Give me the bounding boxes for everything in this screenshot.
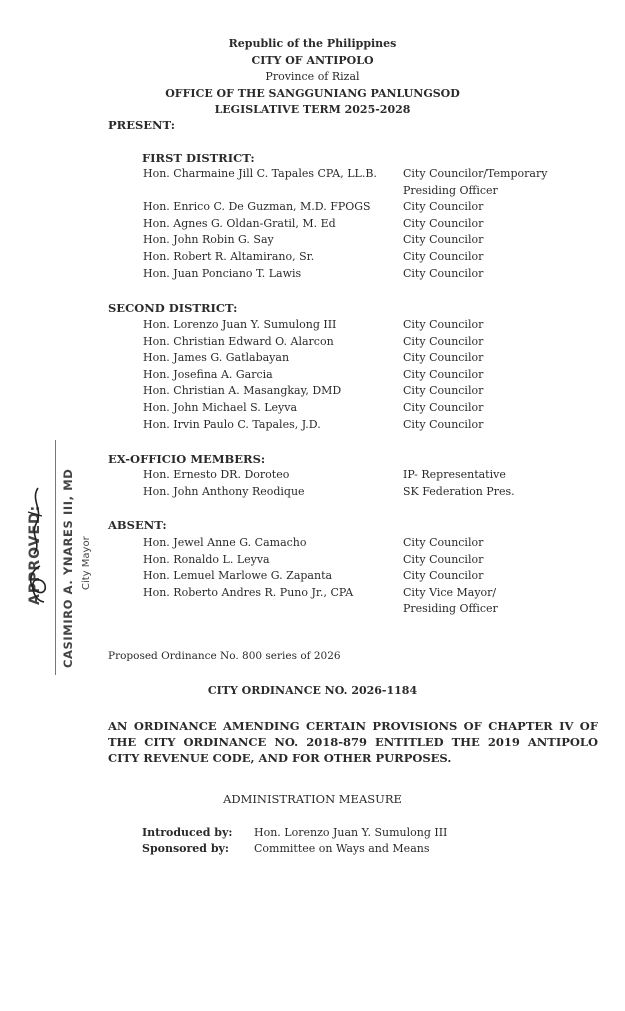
- province-line: Province of Rizal: [265, 70, 360, 83]
- member-role: City Councilor: [403, 200, 484, 214]
- member-role: City Councilor/Temporary: [403, 167, 548, 180]
- member-role: City Councilor: [403, 569, 484, 583]
- member-role: City Vice Mayor/: [403, 585, 497, 599]
- member-name: Hon. Lemuel Marlowe G. Zapanta: [143, 569, 333, 583]
- member-name: Hon. Juan Ponciano T. Lawis: [143, 266, 302, 280]
- roster-row: [143, 400, 483, 417]
- member-role: City Councilor: [403, 216, 484, 230]
- absent-roster: [143, 535, 498, 618]
- ex-officio-label: EX-OFFICIO MEMBERS:: [108, 452, 266, 466]
- roster-row: [143, 467, 515, 484]
- member-role: Presiding Officer: [403, 602, 498, 616]
- member-role: IP- Representative: [403, 468, 506, 481]
- ordinance-title: AN ORDINANCE AMENDING CERTAIN PROVISIONS OF CHAPTER IV OF THE CITY ORDINANCE NO. 2018-879 ENTITLED THE 2019 ANTIPOLO CITY REVENUE CODE, AND FOR OTHER PURPOSES.: [108, 719, 598, 765]
- roster-row: [143, 568, 498, 585]
- letterhead: [0, 36, 625, 119]
- member-role: City Councilor: [403, 351, 484, 365]
- republic-line: Republic of the Philippines: [228, 37, 397, 50]
- sponsored-row: [142, 841, 447, 857]
- roster-row: [143, 383, 483, 400]
- roster-row: [143, 484, 515, 501]
- member-name: Hon. Enrico C. De Guzman, M.D. FPOGS: [143, 200, 371, 214]
- member-role: City Councilor: [403, 417, 484, 431]
- member-role: City Councilor: [403, 233, 484, 247]
- introduced-value: Hon. Lorenzo Juan Y. Sumulong III: [254, 826, 448, 839]
- member-name: Hon. Jewel Anne G. Camacho: [143, 536, 307, 549]
- member-name: Hon. James G. Gatlabayan: [143, 351, 290, 365]
- roster-row: [143, 552, 498, 569]
- member-role: City Councilor: [403, 552, 484, 566]
- member-name: Hon. John Michael S. Leyva: [143, 400, 298, 414]
- member-role: City Councilor: [403, 400, 484, 414]
- member-role: City Councilor: [403, 384, 484, 398]
- measure-type: ADMINISTRATION MEASURE: [223, 792, 402, 806]
- first-district-roster: [143, 166, 547, 282]
- second-district-label: SECOND DISTRICT:: [108, 301, 238, 315]
- roster-row: [143, 216, 547, 233]
- member-name: Hon. Roberto Andres R. Puno Jr., CPA: [143, 585, 354, 599]
- introduced-row: [142, 825, 447, 841]
- member-name: Hon. Ernesto DR. Doroteo: [143, 468, 290, 481]
- roster-row: [143, 232, 547, 249]
- ex-officio-roster: [143, 467, 515, 500]
- member-name: Hon. John Anthony Reodique: [143, 484, 305, 498]
- roster-row: [143, 334, 483, 351]
- member-role: Presiding Officer: [403, 183, 498, 197]
- mayor-title: City Mayor: [81, 536, 92, 590]
- member-name: Hon. Robert R. Altamirano, Sr.: [143, 249, 315, 263]
- mayor-name: CASIMIRO A. YNARES III, MD: [61, 468, 75, 668]
- approved-label: APPROVED:: [27, 504, 43, 605]
- roster-row: [143, 585, 498, 602]
- city-line: CITY OF ANTIPOLO: [251, 53, 374, 67]
- roster-row: [143, 199, 547, 216]
- member-role: City Councilor: [403, 318, 484, 331]
- roster-row: [143, 535, 498, 552]
- proposed-ordinance: Proposed Ordinance No. 800 series of 2026: [108, 650, 341, 662]
- ordinance-number: CITY ORDINANCE NO. 2026-1184: [207, 684, 418, 697]
- member-role: City Councilor: [403, 249, 484, 263]
- member-name: Hon. Irvin Paulo C. Tapales, J.D.: [143, 417, 321, 431]
- member-name: Hon. Charmaine Jill C. Tapales CPA, LL.B.: [143, 167, 377, 180]
- member-role: City Councilor: [403, 266, 484, 280]
- introduced-label: Introduced by:: [142, 826, 233, 839]
- member-name: [143, 601, 403, 618]
- member-name: [143, 183, 403, 200]
- member-name: Hon. Christian Edward O. Alarcon: [143, 334, 334, 348]
- member-role: City Councilor: [403, 334, 484, 348]
- sponsored-label: Sponsored by:: [142, 841, 229, 855]
- office-line: OFFICE OF THE SANGGUNIANG PANLUNGSOD: [165, 86, 460, 100]
- member-role: City Councilor: [403, 536, 484, 549]
- present-label: PRESENT:: [108, 118, 175, 132]
- roster-row: [143, 266, 547, 283]
- roster-row: [143, 367, 483, 384]
- absent-label: ABSENT:: [108, 518, 167, 532]
- member-name: Hon. Lorenzo Juan Y. Sumulong III: [143, 318, 337, 331]
- member-name: Hon. Christian A. Masangkay, DMD: [143, 384, 342, 398]
- term-line: LEGISLATIVE TERM 2025-2028: [214, 103, 411, 116]
- member-name: Hon. Ronaldo L. Leyva: [143, 552, 270, 566]
- first-district-label: FIRST DISTRICT:: [142, 151, 255, 165]
- roster-row: [143, 166, 547, 183]
- member-role: City Councilor: [403, 367, 484, 381]
- roster-row: [143, 350, 483, 367]
- member-name: Hon. Josefina A. Garcia: [143, 367, 273, 381]
- roster-row: [143, 601, 498, 618]
- roster-row: [143, 417, 483, 434]
- roster-row: [143, 249, 547, 266]
- member-name: Hon. Agnes G. Oldan-Gratil, M. Ed: [143, 216, 336, 230]
- introduction-block: [142, 825, 447, 856]
- mayor-signature: [20, 480, 56, 610]
- roster-row: [143, 183, 547, 200]
- member-name: Hon. John Robin G. Say: [143, 233, 274, 247]
- second-district-roster: [143, 317, 483, 433]
- roster-row: [143, 317, 483, 334]
- sponsored-value: Committee on Ways and Means: [254, 841, 430, 855]
- member-role: SK Federation Pres.: [403, 484, 515, 498]
